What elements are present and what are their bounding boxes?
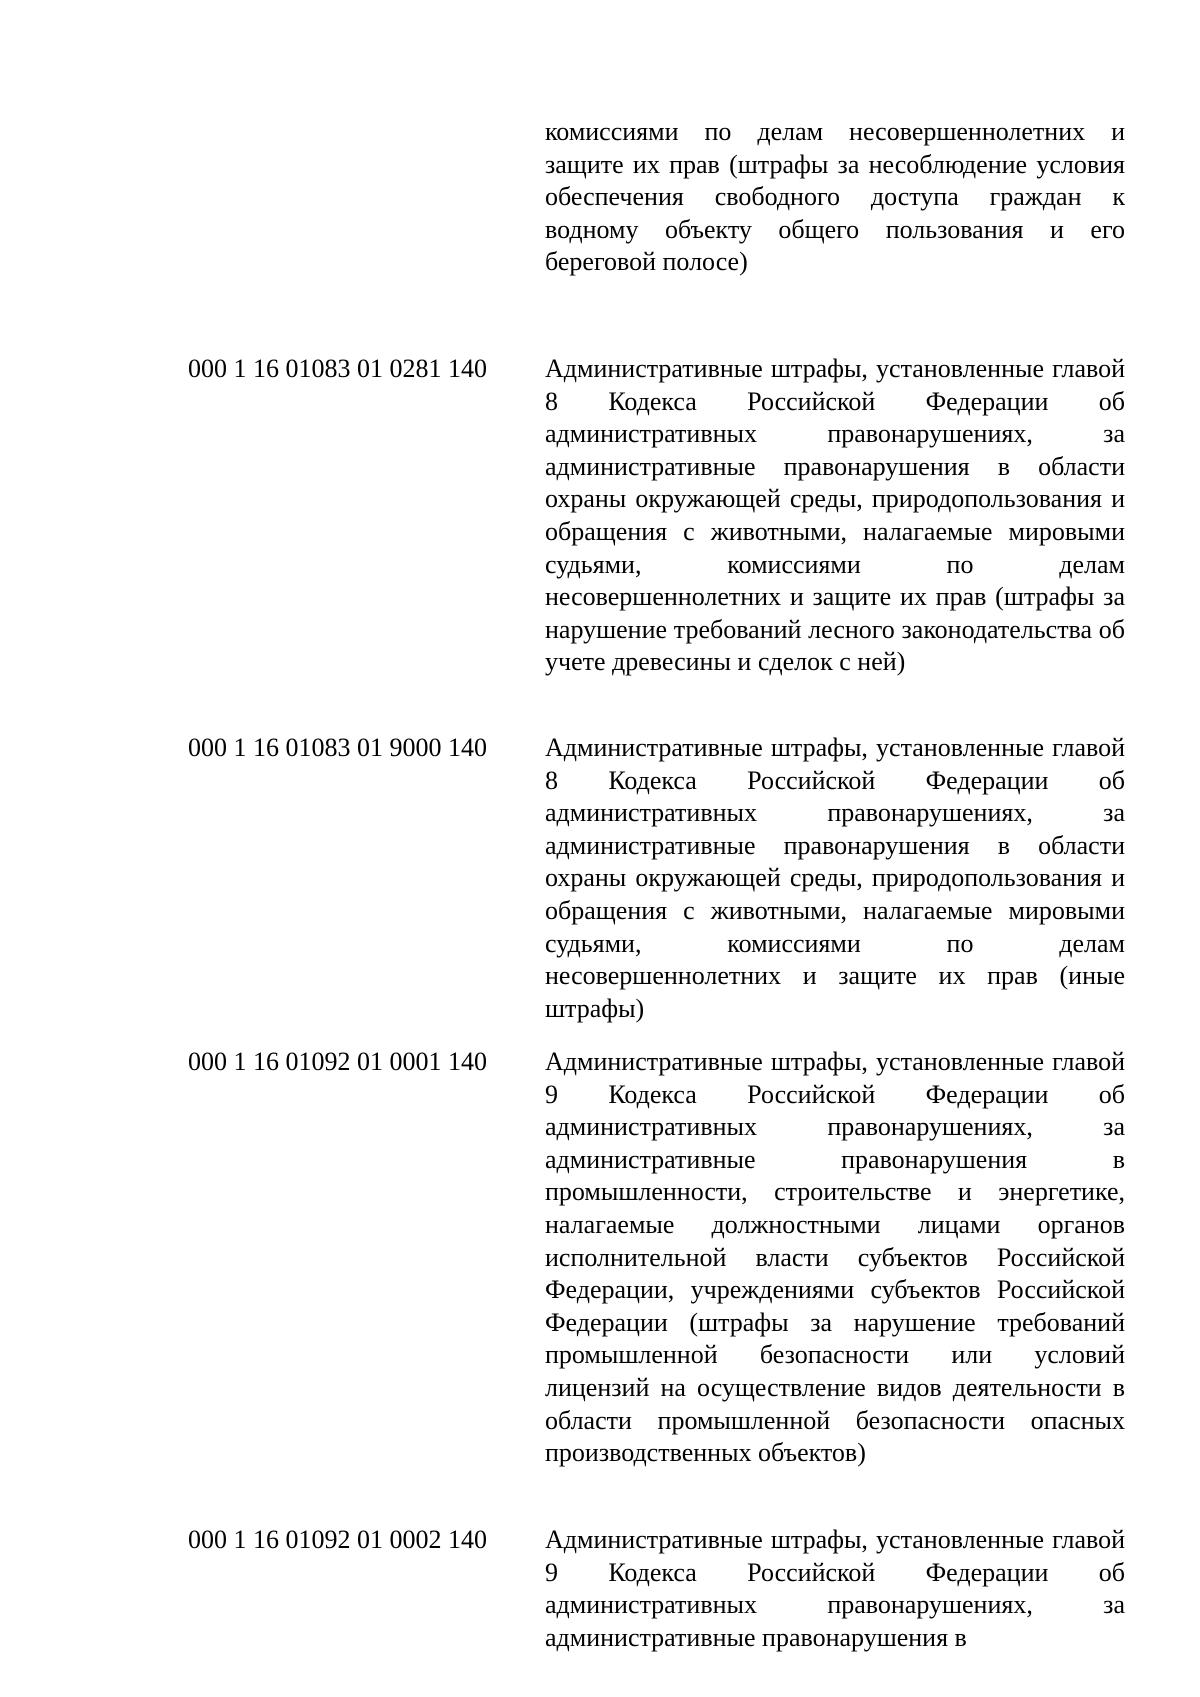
row-description: Административные штрафы, установленные главой 9 Кодекса Российской Федерации об административных правонарушениях, за административные правонарушения в промышленности, строительстве и энергетике, налагаемые должностными лицами органов исполнительной власти субъектов Российской Федерации, учреждениями субъектов Российской Федерации (штрафы за нарушение требований промышленной безопасности или условий лицензий на осуществление видов деятельности в области промышленной безопасности опасных производственных объектов): [545, 1047, 1125, 1468]
row-description: Административные штрафы, установленные главой 8 Кодекса Российской Федерации об административных правонарушениях, за административные правонарушения в области охраны окружающей среды, природопользования и обращения с животными, налагаемые мировыми судьями, комиссиями по делам несовершеннолетних и защите их прав (штрафы за нарушение требований лесного законодательства об учете древесины и сделок с ней): [545, 354, 1125, 677]
row-code: 000 1 16 01083 01 9000 140: [188, 733, 487, 762]
row-description: Административные штрафы, установленные главой 8 Кодекса Российской Федерации об административных правонарушениях, за административные правонарушения в области охраны окружающей среды, природопользования и обращения с животными, налагаемые мировыми судьями, комиссиями по делам несовершеннолетних и защите их прав (иные штрафы): [545, 733, 1125, 1023]
row-code: 000 1 16 01092 01 0002 140: [188, 1525, 487, 1554]
row-description: комиссиями по делам несовершеннолетних и защите их прав (штрафы за несоблюдение условия обеспечения свободного доступа граждан к водному объекту общего пользования и его береговой полосе): [545, 117, 1125, 277]
row-code: 000 1 16 01083 01 0281 140: [188, 354, 487, 383]
row-code: 000 1 16 01092 01 0001 140: [188, 1047, 487, 1076]
row-description: Административные штрафы, установленные главой 9 Кодекса Российской Федерации об административных правонарушениях, за административные правонарушения в: [545, 1525, 1125, 1652]
